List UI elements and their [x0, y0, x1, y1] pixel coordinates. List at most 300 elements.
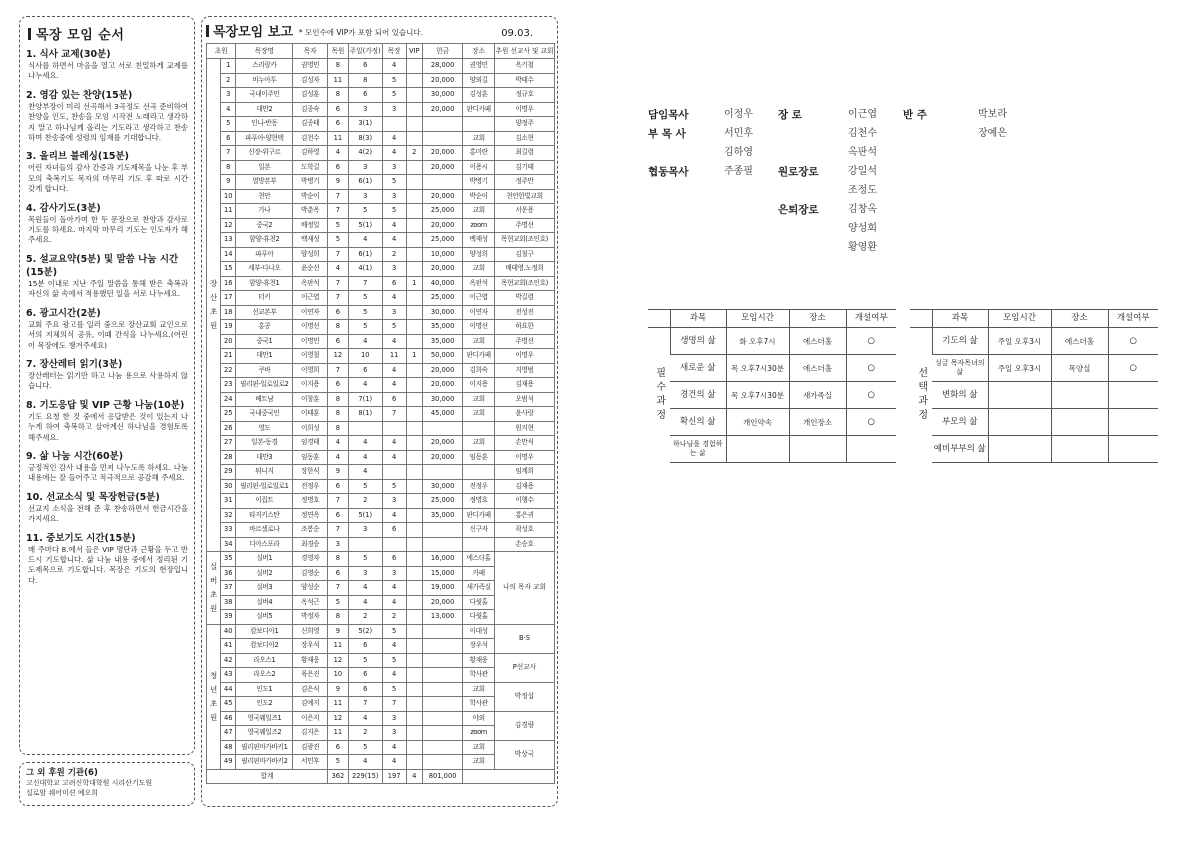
- vip-count: [406, 59, 422, 74]
- report-row: [207, 378, 555, 393]
- staff-role: 부 목 사: [648, 128, 686, 140]
- course-time: 목 오후7시30분: [726, 382, 789, 409]
- member-count: 6: [328, 479, 349, 494]
- staff-name: 장예은: [978, 128, 1007, 139]
- vip-count: [406, 88, 422, 103]
- leader-name: 김천수: [293, 131, 328, 146]
- report-row: [207, 682, 555, 697]
- offering-amount: 30,000: [422, 88, 462, 103]
- row-number: 8: [221, 160, 236, 175]
- sunday-count: 10: [348, 349, 382, 364]
- mokjang-name: 영도: [236, 421, 293, 436]
- report-total-row: [207, 769, 555, 784]
- total-mokjang: 197: [382, 769, 406, 784]
- row-number: 4: [221, 102, 236, 117]
- meeting-place: 새가족실: [463, 581, 495, 596]
- meeting-place: 교회: [463, 392, 495, 407]
- leader-name: 임동훈: [293, 450, 328, 465]
- mokjang-name: 인니-반동: [236, 117, 293, 132]
- col-header-mokjang: 목장: [382, 44, 406, 59]
- offering-amount: 35,000: [422, 320, 462, 335]
- mokjang-name: 가나: [236, 204, 293, 219]
- mokjang-name: 대만2: [236, 102, 293, 117]
- meeting-place: 전정우: [463, 479, 495, 494]
- course-place: 에스더홀: [1051, 328, 1108, 355]
- meeting-place: 교회: [463, 436, 495, 451]
- sunday-count: 4: [348, 711, 382, 726]
- sunday-count: 8: [348, 73, 382, 88]
- sunday-count: 5: [348, 552, 382, 567]
- title-bar-decoration: [206, 25, 209, 37]
- meeting-place: 황재웅: [463, 653, 495, 668]
- mokjang-count: 4: [382, 378, 406, 393]
- mission-partner: 김소현: [494, 131, 554, 146]
- staff-role: 담임목사: [648, 109, 689, 121]
- member-count: 4: [328, 436, 349, 451]
- mokjang-count: 4: [382, 595, 406, 610]
- row-number: 3: [221, 88, 236, 103]
- support-title: 그 외 후원 기관(6): [26, 768, 98, 778]
- offering-amount: [422, 131, 462, 146]
- offering-amount: 20,000: [422, 146, 462, 161]
- vip-count: [406, 552, 422, 567]
- report-row: [207, 291, 555, 306]
- leader-name: 김하영: [293, 146, 328, 161]
- mokjang-count: 5: [382, 479, 406, 494]
- mission-partner: 손만식: [494, 436, 554, 451]
- member-count: 6: [328, 305, 349, 320]
- order-item-heading: 4. 감사기도(3분): [26, 202, 101, 214]
- sunday-count: 4: [348, 755, 382, 770]
- order-item: [26, 202, 188, 246]
- row-number: 31: [221, 494, 236, 509]
- vip-count: [406, 262, 422, 277]
- member-count: 7: [328, 363, 349, 378]
- mission-partner-merged: 박정섭: [494, 682, 554, 711]
- member-count: 9: [328, 175, 349, 190]
- member-count: 7: [328, 189, 349, 204]
- course-place: [1051, 382, 1108, 409]
- mokjang-name: 인도1: [236, 682, 293, 697]
- mokjang-name: 열방본부: [236, 175, 293, 190]
- support-panel: [19, 762, 195, 806]
- leader-name: 황재웅: [293, 653, 328, 668]
- leader-name: 박정자: [293, 610, 328, 625]
- row-number: 18: [221, 305, 236, 320]
- staff-name: 김하영: [724, 147, 753, 158]
- course-open-status: ○: [846, 328, 896, 355]
- report-date: 09.03.: [501, 28, 533, 39]
- mission-partner: 곽성호: [494, 523, 554, 538]
- order-item-description: 어린 자녀들의 감사 간증과 기도제목을 나눈 후 부모의 축복기도 목자의 마무리 기도 후 따로 시간 갖게 합니다.: [28, 163, 188, 194]
- staff-role: 은퇴장로: [778, 204, 819, 216]
- order-item: [26, 89, 188, 144]
- meeting-place: 이근엽: [463, 291, 495, 306]
- meeting-place: 이대성: [463, 624, 495, 639]
- mission-partner-merged: P선교사: [494, 653, 554, 682]
- member-count: 6: [328, 566, 349, 581]
- staff-name: 박보라: [978, 109, 1007, 120]
- vip-count: [406, 610, 422, 625]
- col-header-name: 목장명: [236, 44, 293, 59]
- mission-partner-merged: 김경량: [494, 711, 554, 740]
- mokjang-count: 3: [382, 189, 406, 204]
- meeting-place: 교회: [463, 262, 495, 277]
- member-count: 11: [328, 639, 349, 654]
- course-header-time: 모임시간: [726, 310, 789, 328]
- row-number: 33: [221, 523, 236, 538]
- leader-name: 김종숙: [293, 102, 328, 117]
- row-number: 15: [221, 262, 236, 277]
- mokjang-name: 국내중국인: [236, 407, 293, 422]
- row-number: 48: [221, 740, 236, 755]
- mission-partner: 정주만: [494, 175, 554, 190]
- offering-amount: 20,000: [422, 102, 462, 117]
- mokjang-count: 4: [382, 639, 406, 654]
- sunday-count: 7(1): [348, 392, 382, 407]
- row-number: 6: [221, 131, 236, 146]
- report-row: [207, 320, 555, 335]
- order-item-description: 식사를 하면서 마음을 열고 서로 친밀하게 교제를 나누세요.: [28, 61, 188, 81]
- offering-amount: 30,000: [422, 392, 462, 407]
- mission-partner: 박태수: [494, 73, 554, 88]
- mokjang-name: 터키: [236, 291, 293, 306]
- meeting-place: 판디카페: [463, 508, 495, 523]
- mission-partner: 최길렴: [494, 146, 554, 161]
- offering-amount: 16,000: [422, 552, 462, 567]
- member-count: 7: [328, 523, 349, 538]
- course-row: [910, 355, 1158, 382]
- total-blank: [463, 769, 555, 784]
- leader-name: 윤순선: [293, 262, 328, 277]
- sunday-count: 5(1): [348, 508, 382, 523]
- sunday-count: 4(2): [348, 146, 382, 161]
- meeting-place: 교회: [463, 682, 495, 697]
- course-group-label: 필수과정: [653, 367, 665, 424]
- row-number: 7: [221, 146, 236, 161]
- meeting-place: 권영민: [463, 59, 495, 74]
- order-item-heading: 7. 장산레터 읽기(3분): [26, 358, 123, 370]
- order-item-heading: 11. 중보기도 시간(15분): [26, 532, 136, 544]
- course-time: 주일 오후3시: [988, 328, 1051, 355]
- meeting-place: 야외: [463, 711, 495, 726]
- mission-partner: 오범석: [494, 392, 554, 407]
- mokjang-count: 4: [382, 291, 406, 306]
- mission-partner: 주명선: [494, 334, 554, 349]
- member-count: 5: [328, 755, 349, 770]
- leader-name: 양성희: [293, 247, 328, 262]
- sunday-count: 2: [348, 494, 382, 509]
- mokjang-name: 홍콩: [236, 320, 293, 335]
- meeting-place: 김성훈: [463, 88, 495, 103]
- course-row: [910, 436, 1158, 463]
- course-subject: 확신의 삶: [670, 409, 726, 436]
- vip-count: [406, 668, 422, 683]
- sunday-count: 6: [348, 682, 382, 697]
- offering-amount: [422, 537, 462, 552]
- leader-name: 김은식: [293, 682, 328, 697]
- mokjang-count: 6: [382, 276, 406, 291]
- mokjang-name: 실버5: [236, 610, 293, 625]
- course-time: 화 오후7시: [726, 328, 789, 355]
- sunday-count: 3(1): [348, 117, 382, 132]
- mission-partner: 윤사랑: [494, 407, 554, 422]
- report-row: [207, 465, 555, 480]
- vip-count: [406, 247, 422, 262]
- sunday-count: 5: [348, 204, 382, 219]
- leader-name: 김지은: [293, 726, 328, 741]
- row-number: 45: [221, 697, 236, 712]
- course-subject: 기도의 삶: [932, 328, 988, 355]
- sunday-count: [348, 421, 382, 436]
- report-row: [207, 218, 555, 233]
- row-number: 42: [221, 653, 236, 668]
- meeting-place: 학사관: [463, 697, 495, 712]
- leader-name: 이영철: [293, 349, 328, 364]
- offering-amount: [422, 697, 462, 712]
- sunday-count: [348, 537, 382, 552]
- mokjang-count: 4: [382, 740, 406, 755]
- order-item-heading: 8. 기도응답 및 VIP 근황 나눔(10분): [26, 399, 185, 411]
- leader-name: 서민후: [293, 755, 328, 770]
- vip-count: [406, 218, 422, 233]
- offering-amount: 19,000: [422, 581, 462, 596]
- row-number: 2: [221, 73, 236, 88]
- mission-partner: 지영범: [494, 363, 554, 378]
- mokjang-count: 2: [382, 247, 406, 262]
- sunday-count: 6: [348, 88, 382, 103]
- meeting-place: [463, 117, 495, 132]
- member-count: 12: [328, 711, 349, 726]
- mission-partner: 정규호: [494, 88, 554, 103]
- order-item-description: 긍정적인 감사 내용을 먼저 나누도록 하세요. 나눔 내용에는 잘 들어주고 적극적으로 공감해 주세요.: [28, 462, 188, 483]
- staff-name: 양성희: [848, 223, 877, 234]
- meeting-place: 이연자: [463, 305, 495, 320]
- sunday-count: 2: [348, 726, 382, 741]
- meeting-place: 양성희: [463, 247, 495, 262]
- report-row: [207, 305, 555, 320]
- report-header: [206, 20, 553, 40]
- mission-partner: 목현교회(조인호): [494, 276, 554, 291]
- mokjang-name: 캄보디아2: [236, 639, 293, 654]
- vip-count: [406, 581, 422, 596]
- member-count: 8: [328, 421, 349, 436]
- order-item-description: 장산레터는 읽기만 하고 나눔 용으로 사용하지 않습니다.: [28, 370, 188, 391]
- vip-count: [406, 697, 422, 712]
- course-header-blank: [648, 310, 670, 328]
- vip-count: 2: [406, 146, 422, 161]
- offering-amount: 50,000: [422, 349, 462, 364]
- row-number: 17: [221, 291, 236, 306]
- course-group-label: 선택과정: [915, 367, 927, 424]
- vip-count: [406, 711, 422, 726]
- course-place: 목양실: [1051, 355, 1108, 382]
- leader-name: 신희영: [293, 624, 328, 639]
- row-number: 40: [221, 624, 236, 639]
- mission-partner: 김재용: [494, 479, 554, 494]
- meeting-place: 학사관: [463, 668, 495, 683]
- col-header-place: 장소: [463, 44, 495, 59]
- report-row: [207, 450, 555, 465]
- vip-count: [406, 131, 422, 146]
- offering-amount: 40,000: [422, 276, 462, 291]
- course-header-row: [910, 310, 1158, 328]
- sunday-count: 6: [348, 59, 382, 74]
- mokjang-name: 중국1: [236, 334, 293, 349]
- meeting-report-panel: [201, 16, 558, 807]
- leader-name: 이창훈: [293, 392, 328, 407]
- member-count: 9: [328, 465, 349, 480]
- mokjang-count: 5: [382, 175, 406, 190]
- row-number: 16: [221, 276, 236, 291]
- course-place: [789, 436, 846, 463]
- row-number: 9: [221, 175, 236, 190]
- mokjang-count: 4: [382, 146, 406, 161]
- meeting-place: 교회: [463, 407, 495, 422]
- mokjang-count: 7: [382, 697, 406, 712]
- mission-partner: 김재용: [494, 378, 554, 393]
- required-course-table: [648, 309, 896, 463]
- sunday-count: 5: [348, 305, 382, 320]
- row-number: 26: [221, 421, 236, 436]
- sunday-count: 8(1): [348, 407, 382, 422]
- report-note: * 모인수에 VIP가 포함 되어 있습니다.: [298, 28, 423, 37]
- mokjang-name: 파푸아: [236, 247, 293, 262]
- vip-count: [406, 378, 422, 393]
- report-row: [207, 73, 555, 88]
- mokjang-count: [382, 421, 406, 436]
- report-row: [207, 160, 555, 175]
- mokjang-count: 4: [382, 436, 406, 451]
- mokjang-name: 쿠바: [236, 363, 293, 378]
- order-item-description: 찬양부장이 미리 선곡해서 3곡정도 선곡 준비하여 찬양을 인도, 찬송을 모임 시작전 노래라고 생각하지 말고 하나님께 올리는 기도라고 생각하고 찬송하며 찬송중에 성령의 임재를 기대합니다.: [28, 101, 188, 143]
- offering-amount: [422, 523, 462, 538]
- order-item: [26, 358, 188, 392]
- row-number: 38: [221, 595, 236, 610]
- report-row: [207, 262, 555, 277]
- course-subject: 변화의 삶: [932, 382, 988, 409]
- mission-partner: 손승호: [494, 537, 554, 552]
- leader-name: 경영자: [293, 552, 328, 567]
- course-subject: 하나님을 경험하는 삶: [670, 436, 726, 463]
- total-vip: 4: [406, 769, 422, 784]
- sunday-count: 4: [348, 595, 382, 610]
- vip-count: [406, 204, 422, 219]
- report-row: [207, 349, 555, 364]
- vip-count: 1: [406, 276, 422, 291]
- mokjang-name: 스리랑카: [236, 59, 293, 74]
- mokjang-name: 세부-다나오: [236, 262, 293, 277]
- mokjang-count: 4: [382, 668, 406, 683]
- vip-count: [406, 508, 422, 523]
- mokjang-name: 신장-위구르: [236, 146, 293, 161]
- member-count: 4: [328, 450, 349, 465]
- offering-amount: 15,000: [422, 566, 462, 581]
- member-count: 6: [328, 508, 349, 523]
- mokjang-count: 3: [382, 711, 406, 726]
- mokjang-name: 비누아투: [236, 73, 293, 88]
- sunday-count: 4: [348, 450, 382, 465]
- report-row: [207, 131, 555, 146]
- col-header-members: 목원: [328, 44, 349, 59]
- mokjang-name: 디아스포라: [236, 537, 293, 552]
- leader-name: 양성순: [293, 581, 328, 596]
- vip-count: [406, 479, 422, 494]
- report-row: [207, 508, 555, 523]
- order-item-description: 매 주마다 8.에서 들은 VIP 명단과 근황을 두고 반드시 기도합니다. 삶 나눔 내용 중에서 정리된 기도제목으로 기도합니다. 목장은 기도의 현장입니다.: [28, 544, 188, 585]
- meeting-place: 카페: [463, 566, 495, 581]
- row-number: 39: [221, 610, 236, 625]
- mission-partner: 박길렴: [494, 291, 554, 306]
- course-subject: 부모의 삶: [932, 409, 988, 436]
- offering-amount: 35,000: [422, 334, 462, 349]
- course-row: [648, 328, 896, 355]
- report-row: [207, 740, 555, 755]
- mokjang-name: 실버4: [236, 595, 293, 610]
- vip-count: [406, 291, 422, 306]
- row-number: 14: [221, 247, 236, 262]
- staff-name: 조정도: [848, 185, 877, 196]
- mokjang-count: 5: [382, 653, 406, 668]
- mokjang-count: 4: [382, 363, 406, 378]
- report-row: [207, 711, 555, 726]
- leader-name: 장우석: [293, 639, 328, 654]
- mokjang-count: 4: [382, 218, 406, 233]
- member-count: 8: [328, 610, 349, 625]
- report-row: [207, 102, 555, 117]
- support-line: 고신대학교 고려신학대학원 시리산기도원: [26, 779, 153, 787]
- meeting-place: 다윗홀: [463, 610, 495, 625]
- report-row: [207, 523, 555, 538]
- course-row: [648, 409, 896, 436]
- mokjang-name: 이집트: [236, 494, 293, 509]
- mokjang-name: 일본: [236, 160, 293, 175]
- meeting-place: 박순이: [463, 189, 495, 204]
- mission-partner: 목현교회(조인호): [494, 233, 554, 248]
- sunday-count: 4: [348, 436, 382, 451]
- report-row: [207, 204, 555, 219]
- offering-amount: [422, 740, 462, 755]
- staff-name: 김창옥: [848, 204, 877, 215]
- report-row: [207, 88, 555, 103]
- leader-name: 박춘옥: [293, 204, 328, 219]
- row-number: 46: [221, 711, 236, 726]
- sunday-count: 3: [348, 102, 382, 117]
- offering-amount: 25,000: [422, 291, 462, 306]
- mokjang-name: 국내이주민: [236, 88, 293, 103]
- vip-count: [406, 320, 422, 335]
- report-row: [207, 624, 555, 639]
- title-bar-decoration: [28, 28, 31, 40]
- meeting-place: 김희숙: [463, 363, 495, 378]
- leader-name: 정명호: [293, 494, 328, 509]
- mokjang-count: 4: [382, 508, 406, 523]
- mokjang-count: 4: [382, 233, 406, 248]
- mokjang-count: 3: [382, 102, 406, 117]
- course-header-open: 개설여부: [846, 310, 896, 328]
- row-number: 11: [221, 204, 236, 219]
- total-members: 362: [328, 769, 349, 784]
- total-sunday: 229(15): [348, 769, 382, 784]
- offering-amount: [422, 117, 462, 132]
- row-number: 1: [221, 59, 236, 74]
- sunday-count: 8(3): [348, 131, 382, 146]
- vip-count: [406, 421, 422, 436]
- course-open-status: ○: [1108, 328, 1158, 355]
- mokjang-name: 실버3: [236, 581, 293, 596]
- report-row: [207, 436, 555, 451]
- member-count: 5: [328, 595, 349, 610]
